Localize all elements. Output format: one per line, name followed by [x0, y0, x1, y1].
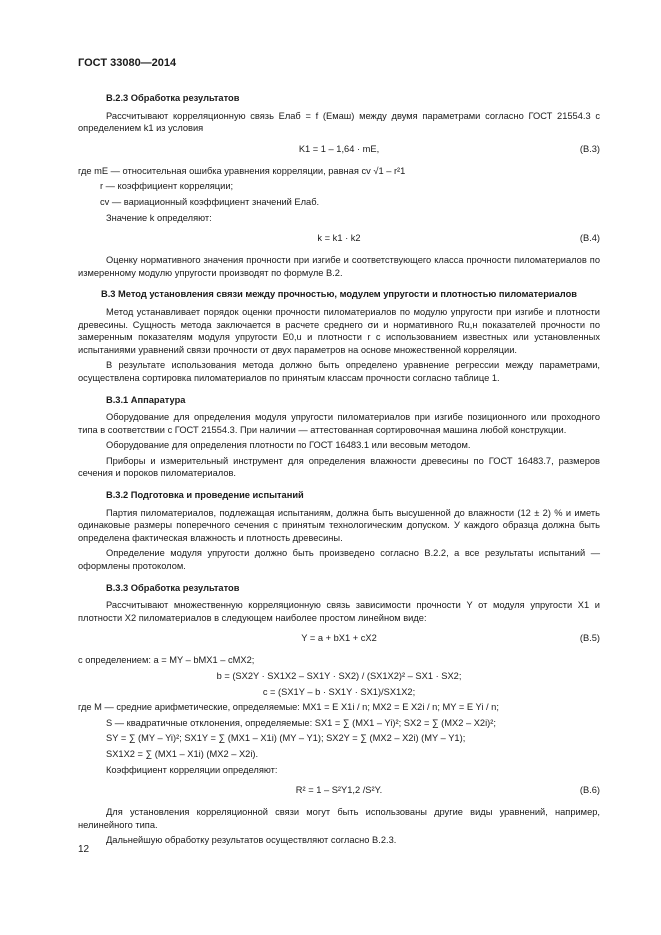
where-clause: где mE — относительная ошибка уравнения корреляции, равная cv √1 – r²1: [78, 165, 406, 176]
definition-line: SX1X2 = ∑ (MX1 – X1i) (MX2 – X2i).: [106, 748, 259, 759]
where-clause: где M — средние арифметические, определяемые: MX1 = E X1i / n; MX2 = E X2i / n; MY = E Yi / n;: [78, 702, 499, 713]
paragraph: Метод устанавливает порядок оценки прочности пиломатериалов по модулю упругости при изгибе и плотности древесины. Сущность метода заключается в расчете среднего σи и нормативного Ru,н показателей прочности по замеренным показателям модуля упругости E0,u и плотности r с использованием известных или установленных испытаниями уравнений связи прочности от двух параметров на основе множественной корреляции.: [78, 306, 600, 355]
equation-number: (В.3): [579, 143, 600, 154]
paragraph: Приборы и измерительный инструмент для определения влажности древесины по ГОСТ 16483.7, размеров сечения и пороков пиломатериалов.: [78, 455, 600, 479]
paragraph: Оборудование для определения плотности по ГОСТ 16483.1 или весовым методом.: [106, 440, 471, 451]
definition-line: SY = ∑ (MY – Yi)²; SX1Y = ∑ (MX1 – X1i) (MY – Y1); SX2Y = ∑ (MX2 – X2i) (MY – Y1);: [106, 733, 466, 744]
section-b23-heading: В.2.3 Обработка результатов: [106, 93, 240, 103]
section-b31-heading: В.3.1 Аппаратура: [106, 394, 186, 405]
definition-line: S — квадратичные отклонения, определяемые: SX1 = ∑ (MX1 – Yi)²; SX2 = ∑ (MX2 – X2i)²;: [106, 717, 496, 728]
equation-b4: [78, 232, 600, 246]
paragraph: Рассчитывают корреляционную связь Eлаб = f (Eмаш) между двумя параметрами согласно ГОСТ 21554.3 с определением k1 из условия: [78, 110, 600, 134]
formula-line: c = (SX1Y – b · SX1Y · SX1)/SX1X2;: [262, 686, 416, 697]
equation-formula: k = k1 · k2: [317, 233, 361, 244]
paragraph: Рассчитывают множественную корреляционную связь зависимости прочности Y от модуля упругости X1 и плотности X2 пиломатериалов в следующем наиболее простом линейном виде:: [78, 600, 600, 623]
document-body: [78, 92, 600, 850]
equation-b6: [78, 784, 600, 798]
where-clause: cv — вариационный коэффициент значений Eлаб.: [100, 196, 320, 207]
where-clause: r — коэффициент корреляции;: [100, 181, 234, 192]
section-b32-heading: В.3.2 Подготовка и проведение испытаний: [106, 490, 304, 501]
paragraph: Партия пиломатериалов, подлежащая испытаниям, должна быть высушенной до влажности (12 ± 2) % и иметь одинаковые размеры поперечного сечения с принятым технологическим допуском. У каждого образца должна быть определена фактическая влажность и плотность древесины.: [78, 507, 600, 543]
equation-b5: [78, 632, 600, 646]
equation-number: (В.4): [579, 233, 600, 244]
paragraph: Значение k определяют:: [106, 212, 212, 223]
section-b33-heading: В.3.3 Обработка результатов: [106, 582, 240, 593]
paragraph: Для установления корреляционной связи могут быть использованы другие виды уравнений, например, нелинейного типа.: [78, 807, 600, 830]
paragraph: Оборудование для определения модуля упругости пиломатериалов при изгибе позиционного или проходного типа в соответствии с ГОСТ 21554.3. При наличии — аттестованная сортировочная машина любой конструкции.: [78, 412, 600, 435]
paragraph: Определение модуля упругости должно быть произведено согласно В.2.2, а все результаты испытаний — оформлены протоколом.: [78, 548, 600, 572]
document-header: ГОСТ 33080—2014: [78, 57, 177, 69]
section-b3-heading: В.3 Метод установления связи между прочностью, модулем упругости и плотностью пиломатериалов: [101, 289, 577, 300]
equation-formula: K1 = 1 – 1,64 · mE,: [298, 143, 380, 154]
equation-formula: R² = 1 – S²Y1,2 /S²Y.: [295, 785, 383, 796]
equation-number: (В.6): [579, 785, 600, 796]
paragraph: Коэффициент корреляции определяют:: [106, 764, 278, 775]
formula-line: b = (SX2Y · SX1X2 – SX1Y · SX2) / (SX1X2)² – SX1 · SX2;: [216, 671, 462, 681]
paragraph: Дальнейшую обработку результатов осуществляют согласно В.2.3.: [106, 835, 397, 846]
definition-line: с определением: a = MY – bMX1 – cMX2;: [78, 655, 255, 666]
equation-number: (В.5): [579, 633, 600, 644]
equation-b3: [78, 143, 600, 157]
paragraph: В результате использования метода должно быть определено уравнение регрессии между параметрами, осуществлена сортировка пиломатериалов по принятым классам прочности согласно таблице 1.: [78, 360, 600, 383]
equation-formula: Y = a + bX1 + cX2: [301, 633, 377, 644]
paragraph: Оценку нормативного значения прочности при изгибе и соответствующего класса прочности пиломатериалов по измеренному модулю упругости производят по формуле В.2.: [78, 255, 600, 278]
page-number: 12: [78, 844, 90, 855]
